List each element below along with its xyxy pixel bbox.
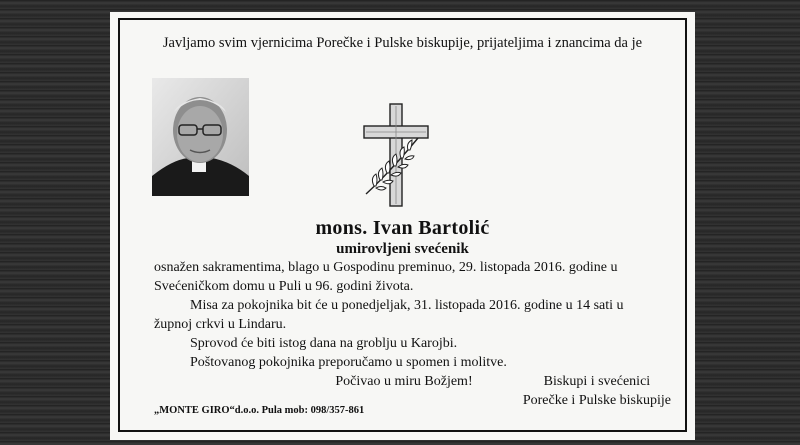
body-line: osnažen sakramentima, blago u Gospodinu preminuo, 29. listopada 2016. godine u <box>154 260 618 275</box>
body-line: Sprovod će biti istog dana na groblju u Karojbi. <box>190 336 458 351</box>
body-line: Svećeničkom domu u Puli u 96. godini života. <box>154 279 414 294</box>
deceased-name: mons. Ivan Bartolić <box>315 217 490 239</box>
funeral-service-credit: „MONTE GIRO“d.o.o. Pula mob: 098/357-861 <box>154 405 365 416</box>
signature-line: Porečke i Pulske biskupije <box>522 393 671 408</box>
obituary-notice <box>110 12 695 440</box>
body-line: Misa za pokojnika bit će u ponedjeljak, 31. listopada 2016. godine u 14 sati u <box>190 298 624 313</box>
body-line: Počivao u miru Božjem! <box>335 374 473 389</box>
signature-block <box>523 372 671 410</box>
body-line: Poštovanog pokojnika preporučamo u spomen i molitve. <box>190 355 507 370</box>
body-line: župnoj crkvi u Lindaru. <box>154 317 287 332</box>
signature-line: Biskupi i svećenici <box>543 374 651 389</box>
deceased-title: umirovljeni svećenik <box>336 241 469 257</box>
cross-with-palm-icon <box>360 102 432 208</box>
intro-line: Javljamo svim vjernicima Porečke i Pulske biskupije, prijateljima i znancima da je <box>162 35 643 51</box>
portrait-photo <box>152 78 249 196</box>
